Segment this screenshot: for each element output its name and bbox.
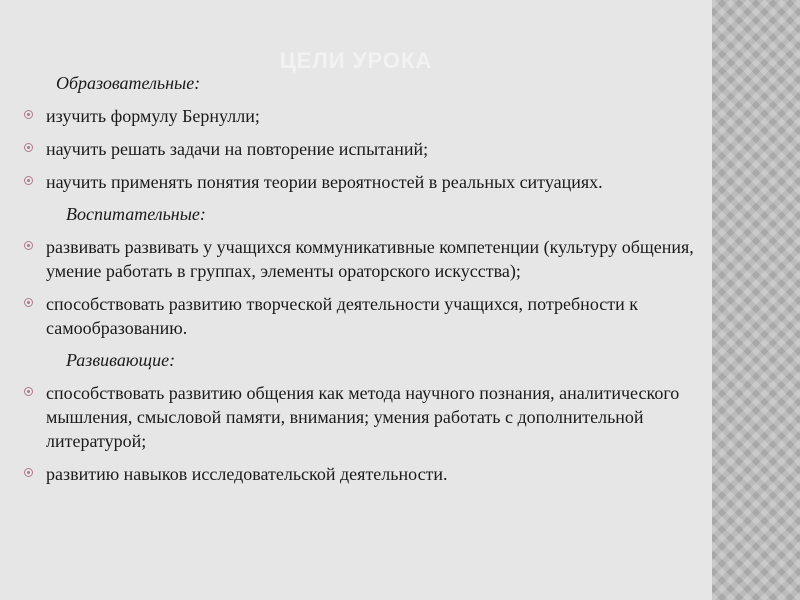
list-item-text: научить решать задачи на повторение испытаний; [46,139,429,159]
list-item [20,104,700,128]
list-item [20,292,700,340]
slide-title: ЦЕЛИ УРОКА [279,48,433,73]
section-heading-upbringing: Воспитательные: [66,204,206,224]
list-item-text: способствовать развитию творческой деятельности учащихся, потребности к самообразованию. [46,294,638,338]
list-item [20,381,700,453]
list-item-text: изучить формулу Бернулли; [46,106,260,126]
bullet-icon [24,176,33,185]
list-item [20,462,700,486]
slide-content [20,70,700,495]
section-heading-educational: Образовательные: [56,73,201,93]
bullet-icon [24,241,33,250]
bullet-icon [24,110,33,119]
bullet-icon [24,298,33,307]
list-item-text: способствовать развитию общения как метода научного познания, аналитического мышления, смысловой памяти, внимания; умения работать с дополнительной литературой; [46,383,680,451]
list-item-text: развивать развивать у учащихся коммуникативные компетенции (культуру общения, умение работать в группах, элементы ораторского искусства); [46,237,694,281]
bullet-icon [24,468,33,477]
list-item-text: развитию навыков исследовательской деятельности. [46,464,448,484]
bullet-icon [24,143,33,152]
section-heading-developing: Развивающие: [66,350,176,370]
decorative-side-stripe [712,0,800,600]
list-item [20,137,700,161]
bullet-icon [24,387,33,396]
list-item [20,170,700,194]
list-item [20,235,700,283]
list-item-text: научить применять понятия теории вероятностей в реальных ситуациях. [46,172,603,192]
